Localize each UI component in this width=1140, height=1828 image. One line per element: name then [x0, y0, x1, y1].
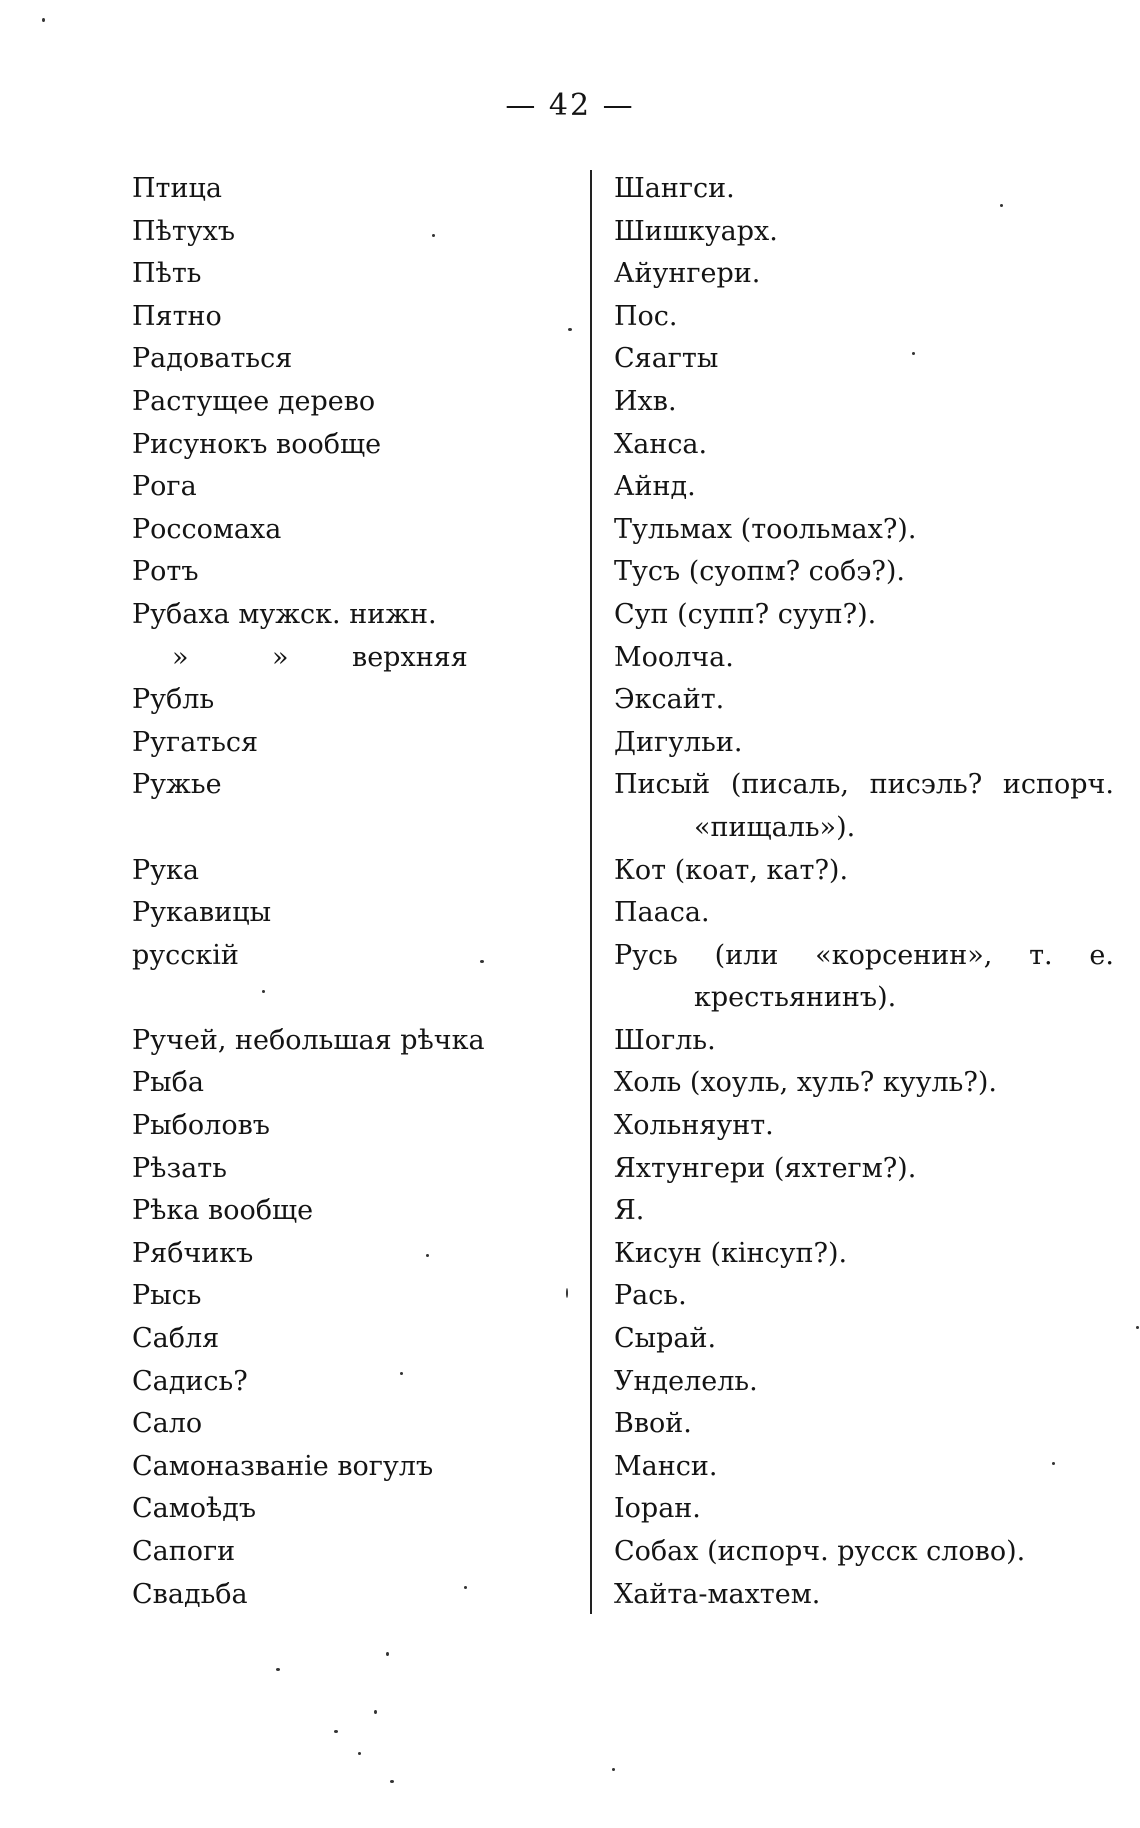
ditto-mark: »	[172, 641, 189, 673]
list-item: Эксайт.	[614, 684, 725, 716]
list-item: Моолча.	[614, 641, 734, 673]
list-item-text: верхняя	[352, 641, 468, 673]
list-item: Писый (писаль, писэль? испорч. «пищаль»).	[614, 769, 1114, 843]
list-item: Рука	[132, 854, 200, 886]
list-item: Айнд.	[614, 471, 696, 503]
scan-speck	[400, 1372, 403, 1375]
list-item: Ихв.	[614, 385, 677, 417]
scan-speck	[464, 1586, 467, 1589]
list-item: Манси.	[614, 1450, 718, 1482]
list-item: Рябчикъ	[132, 1237, 254, 1269]
scan-speck	[42, 18, 45, 22]
list-item: Пос.	[614, 300, 678, 332]
list-item: Пааса.	[614, 897, 710, 929]
list-item: Я.	[614, 1195, 645, 1227]
scan-speck	[612, 1768, 615, 1771]
scan-speck	[276, 1668, 280, 1671]
list-item: Радоваться	[132, 343, 293, 375]
list-item: Сырай.	[614, 1323, 717, 1355]
list-item: Рысь	[132, 1280, 202, 1312]
list-item: Яхтунгери (яхтегм?).	[614, 1152, 917, 1184]
list-item: Русь (или «корсенин», т. е. крестьянинъ).	[614, 939, 1114, 1014]
list-item: Сяагты	[614, 343, 719, 375]
list-item: Хольняунт.	[614, 1110, 774, 1142]
list-item: Рась.	[614, 1280, 687, 1312]
list-item: Айунгери.	[614, 258, 761, 290]
list-item: Рукавицы	[132, 897, 272, 929]
list-spacer	[132, 807, 572, 850]
list-item: Унделель.	[614, 1365, 758, 1397]
list-item: Пѣть	[132, 258, 202, 290]
list-item: Хайта-махтем.	[614, 1578, 821, 1610]
list-item: Растущее дерево	[132, 385, 376, 417]
scan-speck	[334, 1730, 338, 1733]
list-item: Сало	[132, 1408, 203, 1440]
list-item: Пѣтухъ	[132, 215, 236, 247]
list-item: Садись?	[132, 1365, 248, 1397]
list-item-ditto-row	[132, 637, 572, 680]
list-item: Суп (супп? сууп?).	[614, 598, 877, 630]
list-item: Россомаха	[132, 513, 282, 545]
list-item: Ротъ	[132, 556, 199, 588]
scan-speck	[1052, 1462, 1055, 1465]
list-item: Рубль	[132, 684, 215, 716]
list-item: Іоран.	[614, 1493, 701, 1525]
scan-speck	[262, 990, 265, 993]
list-item: Самоѣдъ	[132, 1493, 257, 1525]
scan-speck	[374, 1710, 377, 1714]
column-divider	[590, 170, 592, 1614]
list-item: Рубаха мужск. нижн.	[132, 598, 437, 630]
list-item: Сабля	[132, 1323, 220, 1355]
list-item: Ханса.	[614, 428, 708, 460]
scan-speck	[566, 1288, 568, 1298]
scan-speck	[386, 1652, 389, 1656]
list-item: Тусъ (суопм? собэ?).	[614, 556, 905, 588]
list-item: Рисунокъ вообще	[132, 428, 382, 460]
scan-speck	[568, 328, 572, 331]
list-item: Ругаться	[132, 726, 259, 758]
list-item: Рѣзать	[132, 1152, 227, 1184]
ditto-mark: »	[272, 641, 289, 673]
scan-speck	[358, 1752, 361, 1755]
list-item: Ручей, небольшая рѣчка	[132, 1024, 485, 1056]
list-item: Рыба	[132, 1067, 205, 1099]
list-item: Свадьба	[132, 1578, 248, 1610]
list-item: Шишкуарх.	[614, 215, 778, 247]
list-item: Ввой.	[614, 1408, 692, 1440]
scan-speck	[432, 234, 435, 237]
list-item: Тульмах (тоольмах?).	[614, 513, 917, 545]
list-item: Кисун (кінсуп?).	[614, 1237, 848, 1269]
list-item: Ружье	[132, 769, 222, 801]
page-number: — 42 —	[505, 88, 635, 123]
scan-speck	[1000, 204, 1003, 207]
vogul-word-column	[614, 168, 1114, 1616]
scan-speck	[1136, 1326, 1139, 1329]
list-item: Холь (хоуль, хуль? кууль?).	[614, 1067, 997, 1099]
scan-speck	[426, 1254, 429, 1257]
scan-speck	[912, 352, 915, 355]
list-item: Кот (коат, кат?).	[614, 854, 849, 886]
list-item: Самоназваніе вогулъ	[132, 1450, 434, 1482]
list-spacer	[132, 977, 572, 1020]
list-item: русскій	[132, 939, 239, 971]
scan-speck	[480, 960, 484, 963]
list-item: Шогль.	[614, 1024, 716, 1056]
list-item: Шангси.	[614, 173, 735, 204]
list-item: Сапоги	[132, 1536, 236, 1567]
list-item: Птица	[132, 173, 222, 204]
russian-word-column	[132, 168, 572, 1616]
list-item: Рога	[132, 471, 197, 503]
scan-speck	[390, 1780, 394, 1783]
list-item: Рыболовъ	[132, 1110, 270, 1142]
list-item: Дигульи.	[614, 726, 743, 758]
list-item: Рѣка вообще	[132, 1195, 314, 1227]
list-item: Собах (испорч. русск слово).	[614, 1536, 1026, 1567]
list-item: Пятно	[132, 300, 222, 332]
